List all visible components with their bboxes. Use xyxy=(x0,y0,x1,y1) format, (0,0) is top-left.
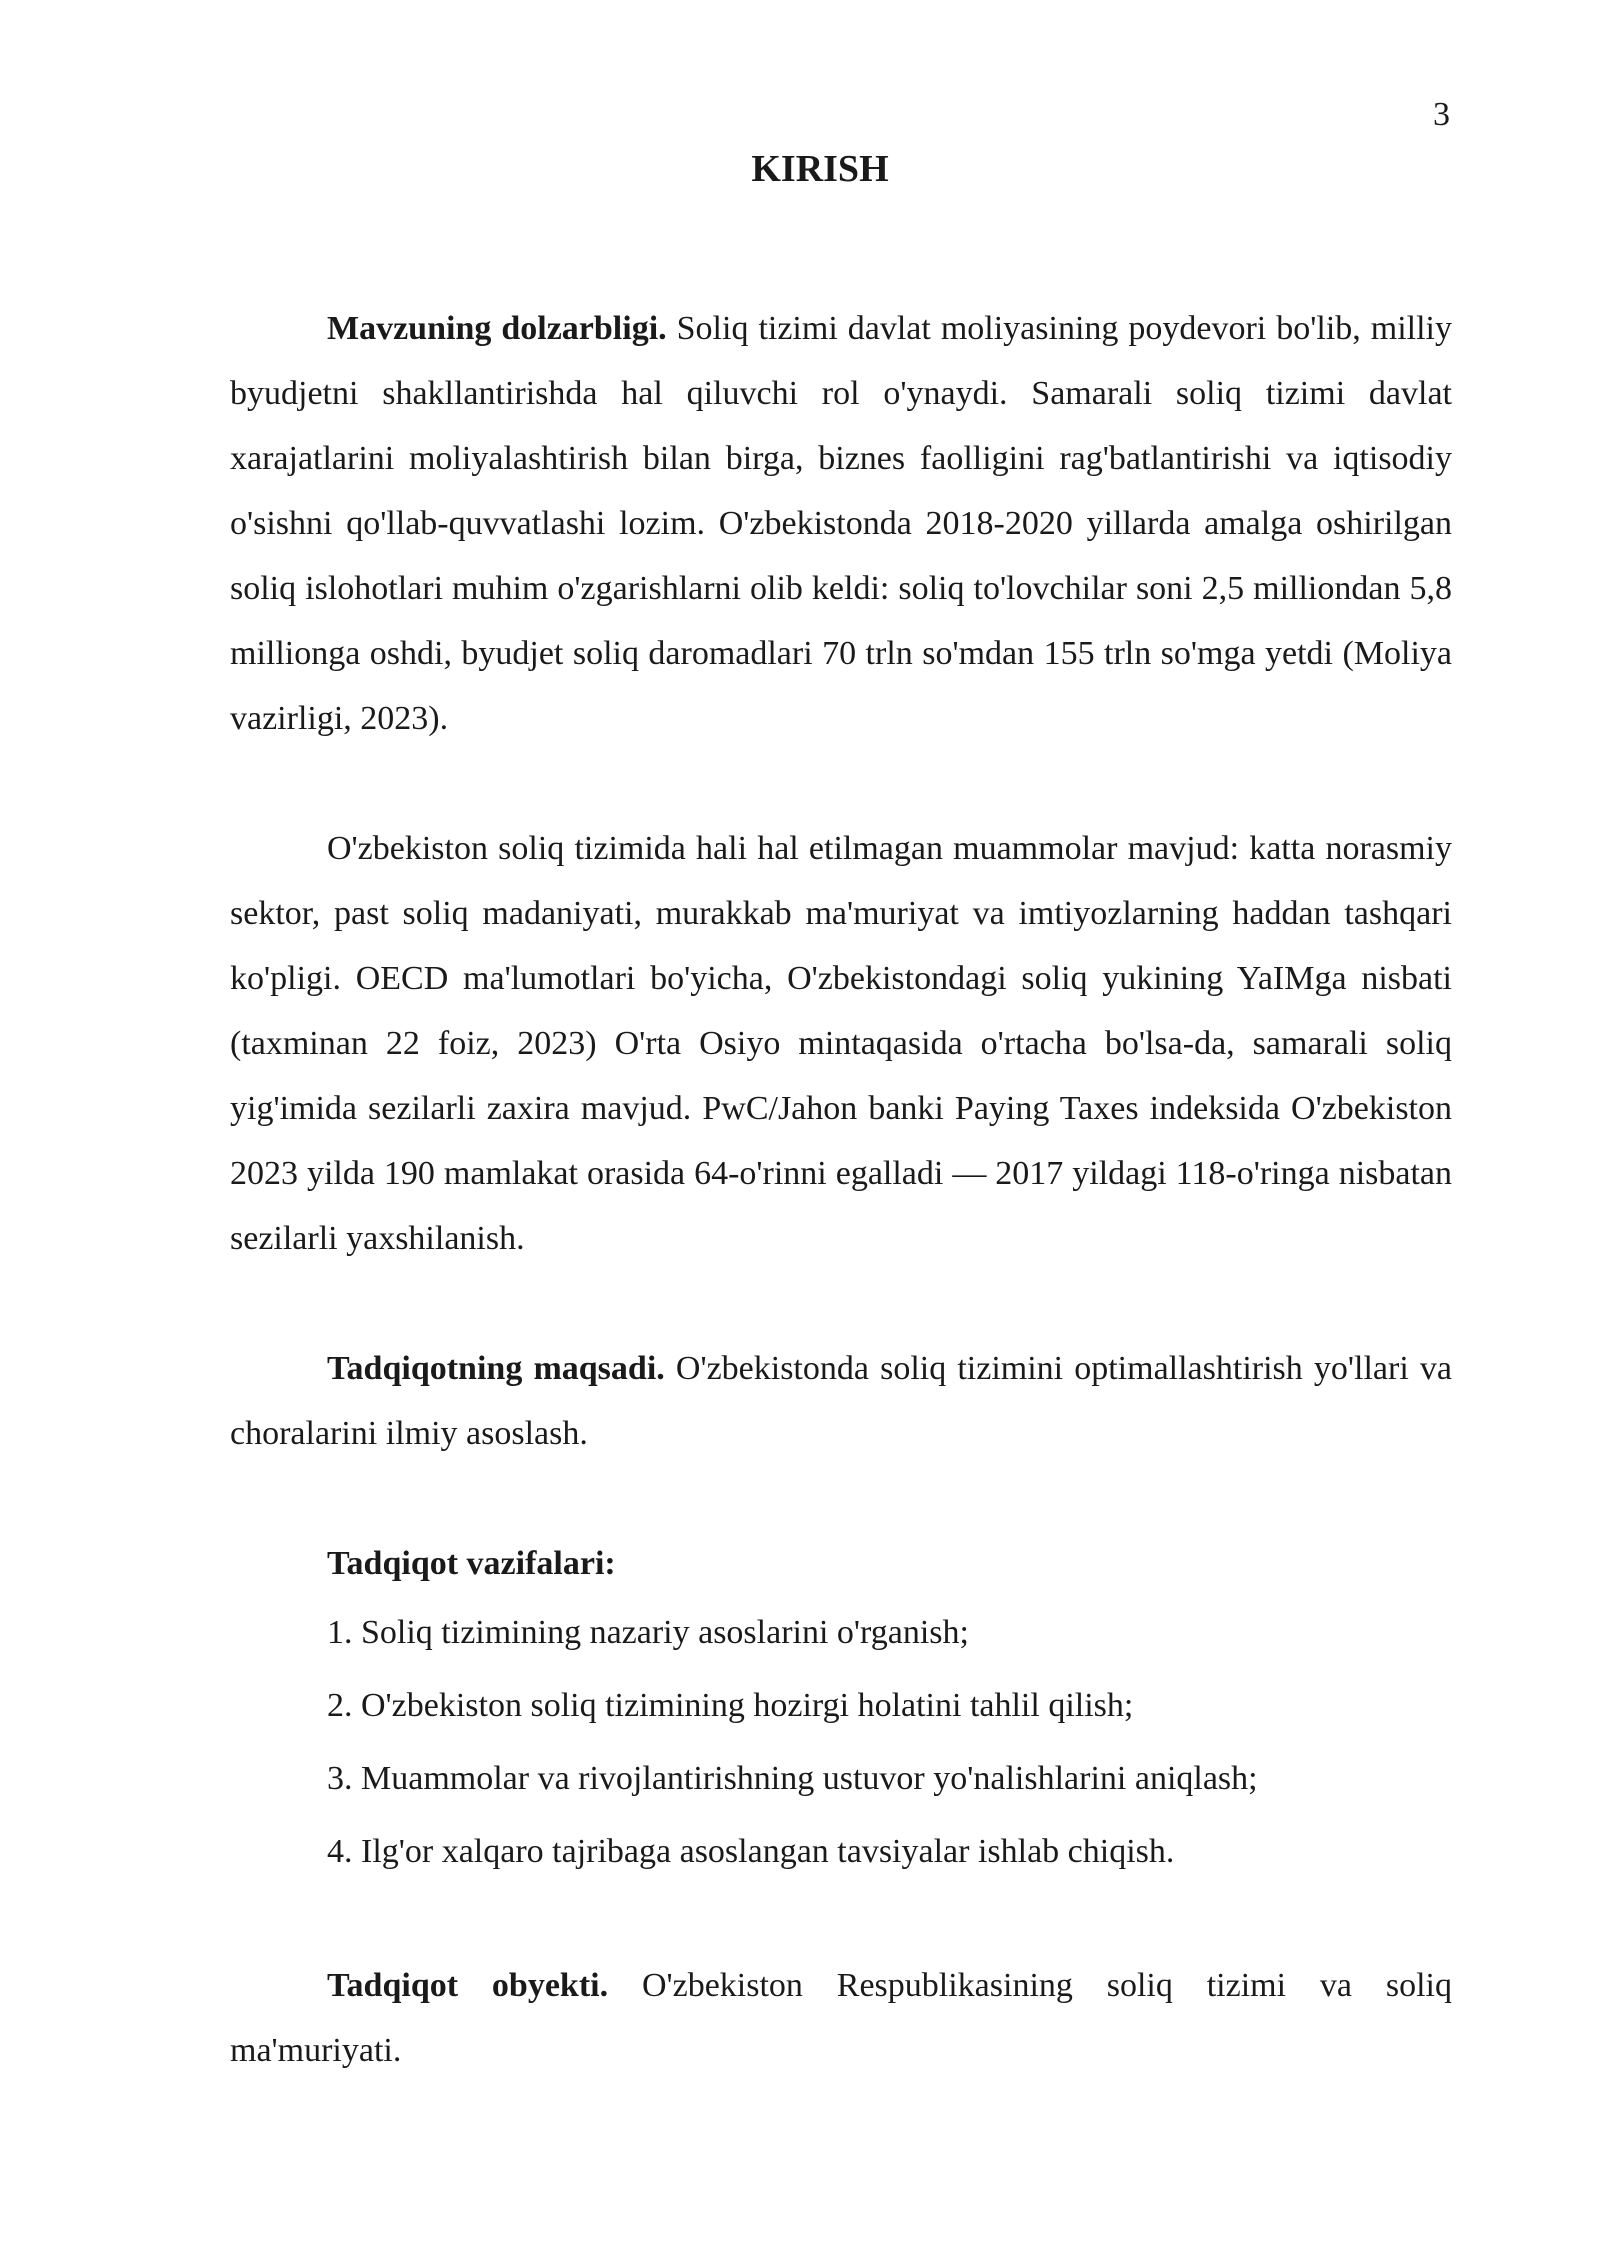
task-item-3: 3. Muammolar va rivojlantirishning ustuvor yo'nalishlarini aniqlash; xyxy=(327,1760,1258,1797)
page-number: 3 xyxy=(1433,96,1450,133)
object-heading: Tadqiqot obyekti. xyxy=(327,1967,609,2004)
goal-paragraph xyxy=(230,1336,1452,1466)
paragraph-spacer xyxy=(230,1888,1452,1953)
task-item-2: 2. O'zbekiston soliq tizimining hozirgi holatini tahlil qilish; xyxy=(327,1687,1134,1724)
problems-text: O'zbekiston soliq tizimida hali hal etilmagan muammolar mavjud: katta norasmiy sektor, past soliq madaniyati, murakkab ma'muriyat va imtiyozlarning haddan tashqari ko'pligi. OECD ma'lumotlari bo'yicha, O'zbekistondagi soliq yukining YaIMga nisbati (taxminan 22 foiz, 2023) O'rta Osiyo mintaqasida o'rtacha bo'lsa-da, samarali soliq yig'imida sezilarli zaxira mavjud. PwC/Jahon banki Paying Taxes indeksida O'zbekiston 2023 yilda 190 mamlakat orasida 64-o'rinni egalladi — 2017 yildagi 118-o'ringa nisbatan sezilarli yaxshilanish. xyxy=(230,830,1452,1257)
task-item-4: 4. Ilg'or xalqaro tajribaga asoslangan tavsiyalar ishlab chiqish. xyxy=(327,1833,1175,1870)
tasks-list xyxy=(230,1596,1452,1888)
paragraph-spacer xyxy=(230,751,1452,816)
problems-paragraph xyxy=(230,816,1452,1271)
task-item-1: 1. Soliq tizimining nazariy asoslarini o'rganish; xyxy=(327,1614,969,1651)
paragraph-spacer xyxy=(230,1466,1452,1531)
object-paragraph xyxy=(230,1953,1452,2083)
relevance-paragraph xyxy=(230,296,1452,751)
paragraph-spacer xyxy=(230,1271,1452,1336)
relevance-text: Soliq tizimi davlat moliyasining poydevori bo'lib, milliy byudjetni shakllantirishda hal qiluvchi rol o'ynaydi. Samarali soliq tizimi davlat xarajatlarini moliyalashtirish bilan birga, biznes faolligini rag'batlantirishi va iqtisodiy o'sishni qo'llab-quvvatlashi lozim. O'zbekistonda 2018-2020 yillarda amalga oshirilgan soliq islohotlari muhim o'zgarishlarni olib keldi: soliq to'lovchilar soni 2,5 milliondan 5,8 millionga oshdi, byudjet soliq daromadlari 70 trln so'mdan 155 trln so'mga yetdi (Moliya vazirligi, 2023). xyxy=(230,310,1452,737)
relevance-heading: Mavzuning dolzarbligi. xyxy=(327,310,667,347)
page-title: KIRISH xyxy=(751,148,889,190)
document-body xyxy=(230,296,1452,2083)
tasks-heading-line xyxy=(230,1531,1452,1596)
goal-heading: Tadqiqotning maqsadi. xyxy=(327,1350,665,1387)
object-text: O'zbekiston Respublikasining soliq tizimi va soliq ma'muriyati. xyxy=(230,1967,1452,2069)
goal-text: O'zbekistonda soliq tizimini optimallashtirish yo'llari va choralarini ilmiy asoslash. xyxy=(230,1350,1452,1452)
tasks-heading: Tadqiqot vazifalari: xyxy=(327,1545,616,1582)
